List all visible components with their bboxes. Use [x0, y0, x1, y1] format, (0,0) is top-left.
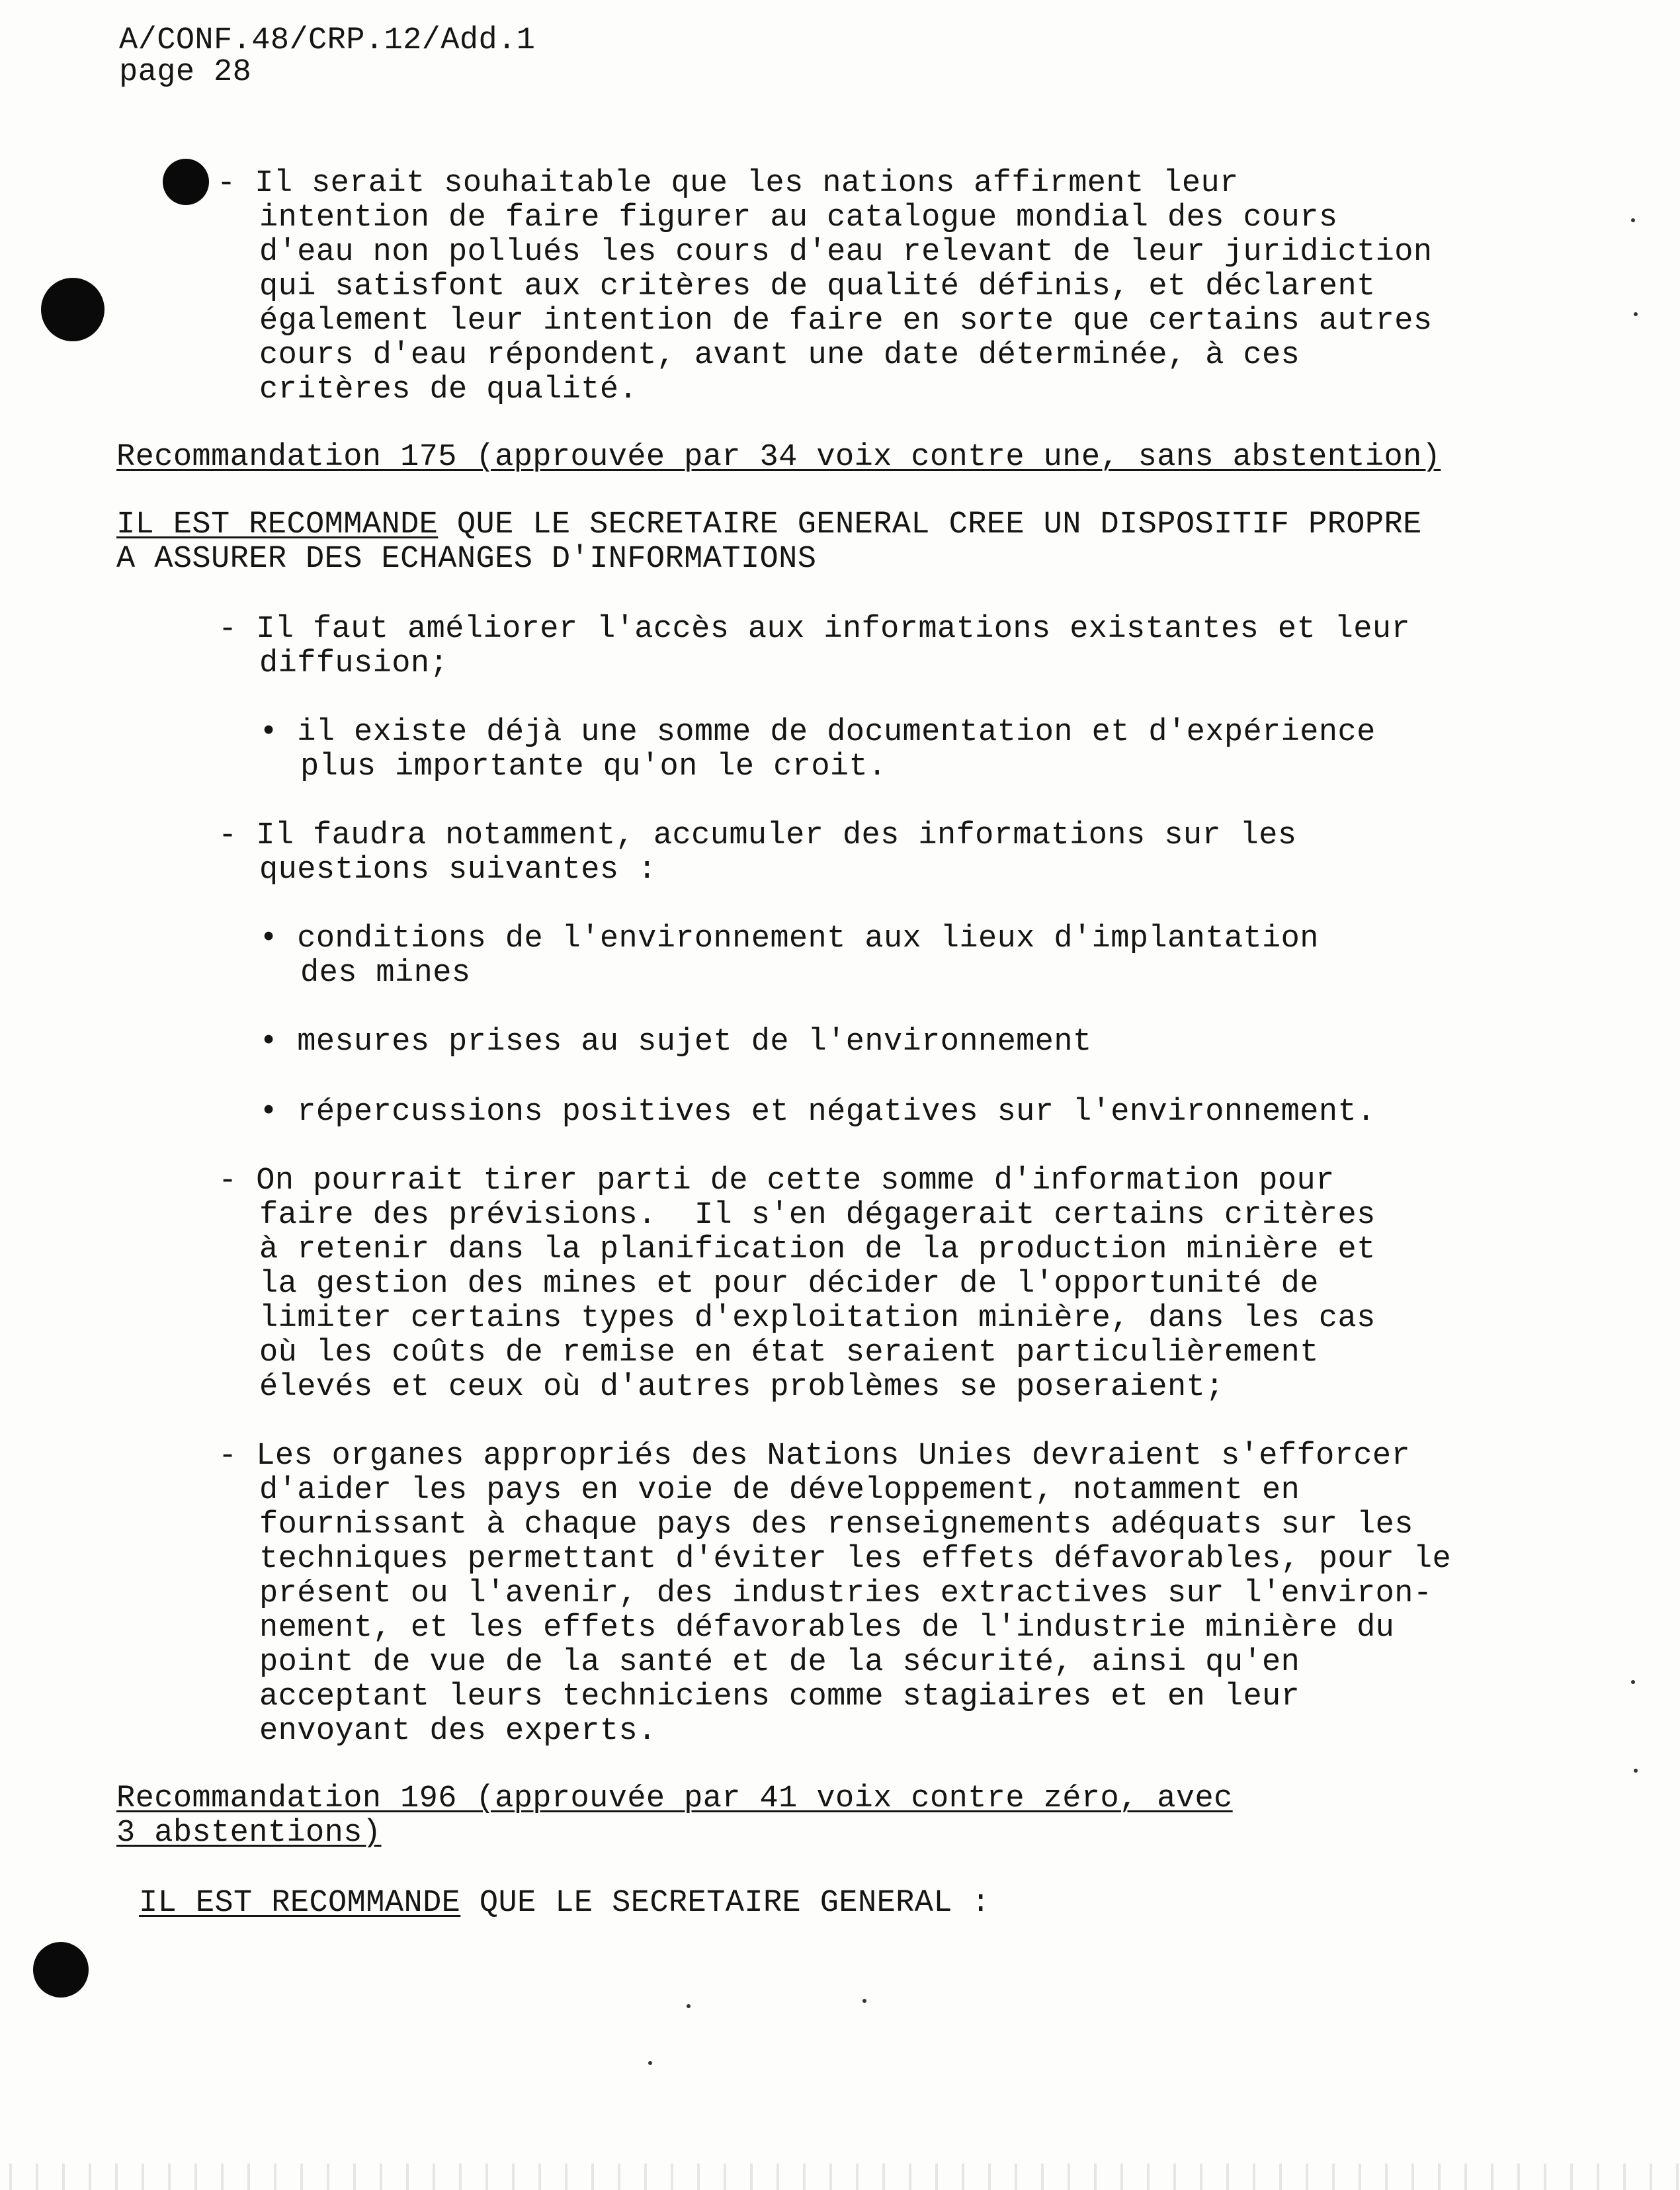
scan-bottom-edge — [0, 2164, 1680, 2190]
speck — [1631, 1680, 1635, 1684]
rec175-item-2-line: - Il faudra notamment, accumuler des informations sur les — [218, 818, 1297, 853]
punch-hole-middle — [41, 278, 105, 341]
rec175-item-3-line: élevés et ceux où d'autres problèmes se poseraient; — [259, 1370, 1224, 1405]
page-number: page 28 — [119, 55, 252, 90]
intro-line: critères de qualité. — [259, 372, 638, 407]
rec175-item-2a-line: des mines — [300, 956, 471, 991]
speck — [648, 2061, 652, 2065]
speck — [1634, 312, 1638, 316]
rec175-lead-line2: A ASSURER DES ECHANGES D'INFORMATIONS — [116, 542, 817, 577]
intro-line: également leur intention de faire en sorte que certains autres — [259, 304, 1433, 339]
rec175-lead-rest: QUE LE SECRETAIRE GENERAL CREE UN DISPOSITIF PROPRE — [438, 507, 1422, 542]
punch-hole-top — [163, 159, 209, 205]
speck — [1634, 1769, 1638, 1773]
rec175-item-3-line: limiter certains types d'exploitation minière, dans les cas — [259, 1301, 1376, 1336]
rec175-item-4-line: présent ou l'avenir, des industries extractives sur l'environ- — [259, 1576, 1433, 1611]
rec196-lead — [139, 1886, 990, 1921]
rec175-item-1a-line: • il existe déjà une somme de documentation et d'expérience — [259, 715, 1376, 750]
rec175-item-2b-line: • mesures prises au sujet de l'environnement — [259, 1025, 1092, 1060]
rec175-item-4-line: techniques permettant d'éviter les effets défavorables, pour le — [259, 1542, 1452, 1577]
rec175-heading: Recommandation 175 (approuvée par 34 voix contre une, sans abstention) — [116, 440, 1441, 475]
rec175-item-1-line: diffusion; — [259, 646, 449, 681]
rec196-heading-line1: Recommandation 196 (approuvée par 41 voix contre zéro, avec — [116, 1781, 1233, 1816]
intro-line: intention de faire figurer au catalogue mondial des cours — [259, 200, 1338, 235]
rec175-item-1a-line: plus importante qu'on le croit. — [300, 749, 887, 784]
intro-line: d'eau non pollués les cours d'eau relevant de leur juridiction — [259, 235, 1433, 270]
intro-line: - Il serait souhaitable que les nations affirment leur — [217, 166, 1239, 201]
rec175-item-4-line: envoyant des experts. — [259, 1714, 657, 1749]
rec175-item-3-line: la gestion des mines et pour décider de l'opportunité de — [259, 1267, 1319, 1302]
rec175-item-4-line: nement, et les effets défavorables de l'industrie minière du — [259, 1611, 1395, 1646]
speck — [687, 2004, 691, 2008]
rec175-item-4-line: point de vue de la santé et de la sécurité, ainsi qu'en — [259, 1645, 1300, 1680]
intro-line: cours d'eau répondent, avant une date déterminée, à ces — [259, 338, 1300, 373]
rec175-item-4-line: - Les organes appropriés des Nations Unies devraient s'efforcer — [218, 1439, 1411, 1474]
rec175-lead-line1 — [116, 508, 1422, 542]
rec175-item-1-line: - Il faut améliorer l'accès aux informations existantes et leur — [218, 612, 1411, 647]
speck — [862, 1999, 866, 2003]
rec175-item-3-line: où les coûts de remise en état seraient particulièrement — [259, 1335, 1319, 1370]
rec175-lead-underlined: IL EST RECOMMANDE — [116, 507, 439, 542]
rec175-item-3-line: - On pourrait tirer parti de cette somme d'information pour — [218, 1163, 1335, 1199]
rec175-item-4-line: d'aider les pays en voie de développement, notamment en — [259, 1473, 1300, 1508]
intro-line: qui satisfont aux critères de qualité définis, et déclarent — [259, 269, 1376, 304]
rec175-item-3-line: faire des prévisions. Il s'en dégagerait certains critères — [259, 1198, 1376, 1233]
rec196-lead-rest: QUE LE SECRETAIRE GENERAL : — [460, 1886, 991, 1921]
punch-hole-bottom — [33, 1942, 89, 1998]
rec175-item-2a-line: • conditions de l'environnement aux lieux d'implantation — [259, 921, 1319, 956]
rec175-item-2c-line: • répercussions positives et négatives sur l'environnement. — [259, 1095, 1376, 1130]
rec175-item-4-line: fournissant à chaque pays des renseignements adéquats sur les — [259, 1507, 1413, 1542]
rec175-item-4-line: acceptant leurs techniciens comme stagiaires et en leur — [259, 1679, 1300, 1714]
document-symbol: A/CONF.48/CRP.12/Add.1 — [119, 23, 536, 58]
rec175-item-3-line: à retenir dans la planification de la production minière et — [259, 1232, 1376, 1267]
rec175-item-2-line: questions suivantes : — [259, 853, 657, 888]
speck — [1631, 218, 1635, 222]
rec196-heading-line2: 3 abstentions) — [116, 1816, 382, 1851]
rec196-lead-underlined: IL EST RECOMMANDE — [139, 1886, 461, 1921]
